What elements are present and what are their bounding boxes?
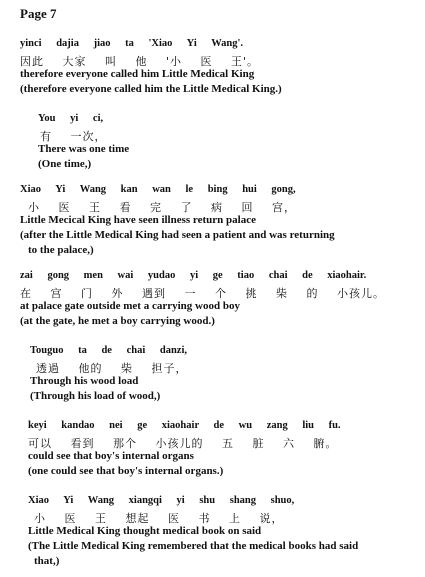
english-gloss-line: therefore everyone called him Little Medical King bbox=[20, 68, 255, 80]
translation-line: (Through his load of wood,) bbox=[30, 390, 161, 402]
english-gloss-line: could see that boy's internal organs bbox=[28, 450, 194, 462]
pinyin-line: Xiao Yi Wang xiangqi yi shu shang shuo, bbox=[28, 495, 295, 506]
translation-line: (One time,) bbox=[38, 158, 92, 170]
pinyin-line: You yi ci, bbox=[38, 113, 104, 124]
pinyin-line: zai gong men wai yudao yi ge tiao chai de xiaohair. bbox=[20, 270, 367, 281]
pinyin-line: Xiao Yi Wang kan wan le bing hui gong, bbox=[20, 184, 296, 195]
translation-line: (The Little Medical King remembered that the medical books had said bbox=[28, 540, 359, 552]
pinyin-line: keyi kandao nei ge xiaohair de wu zang liu fu. bbox=[28, 420, 341, 431]
english-gloss-line: Little Mecical King have seen illness return palace bbox=[20, 214, 256, 226]
english-gloss-line: There was one time bbox=[38, 143, 130, 155]
hanzi-line: 在 宫 门 外 遇到 一 个 挑 柴 的 小孩儿。 bbox=[20, 287, 385, 300]
english-gloss-line: Little Medical King thought medical book on said bbox=[28, 525, 262, 537]
hanzi-line: 因此 大家 叫 他 '小 医 王'。 bbox=[20, 55, 260, 68]
hanzi-line: 小 医 王 看 完 了 病 回 宫， bbox=[28, 201, 296, 214]
hanzi-line: 透過 他的 柴 担子， bbox=[36, 362, 188, 375]
pinyin-line: Touguo ta de chai danzi, bbox=[30, 345, 188, 356]
english-gloss-line: at palace gate outside met a carrying wood boy bbox=[20, 300, 240, 312]
translation-line: (therefore everyone called him the Little Medical King.) bbox=[20, 83, 282, 95]
translation-line-continued: that,) bbox=[34, 555, 60, 567]
translation-line: (one could see that boy's internal organs.) bbox=[28, 465, 224, 477]
hanzi-line: 有 一次， bbox=[40, 130, 107, 143]
translation-line-continued: to the palace,) bbox=[28, 244, 94, 256]
page-number: Page 7 bbox=[20, 6, 57, 21]
translation-line: (after the Little Medical King had seen a patient and was returning bbox=[20, 229, 335, 241]
pinyin-line: yinci dajia jiao ta 'Xiao Yi Wang'. bbox=[20, 38, 243, 49]
english-gloss-line: Through his wood load bbox=[30, 375, 139, 387]
translation-line: (at the gate, he met a boy carrying wood.) bbox=[20, 315, 215, 327]
hanzi-line: 可以 看到 那个 小孩儿的 五 脏 六 腑。 bbox=[28, 437, 338, 450]
hanzi-line: 小 医 王 想起 医 书 上 说， bbox=[34, 512, 284, 525]
